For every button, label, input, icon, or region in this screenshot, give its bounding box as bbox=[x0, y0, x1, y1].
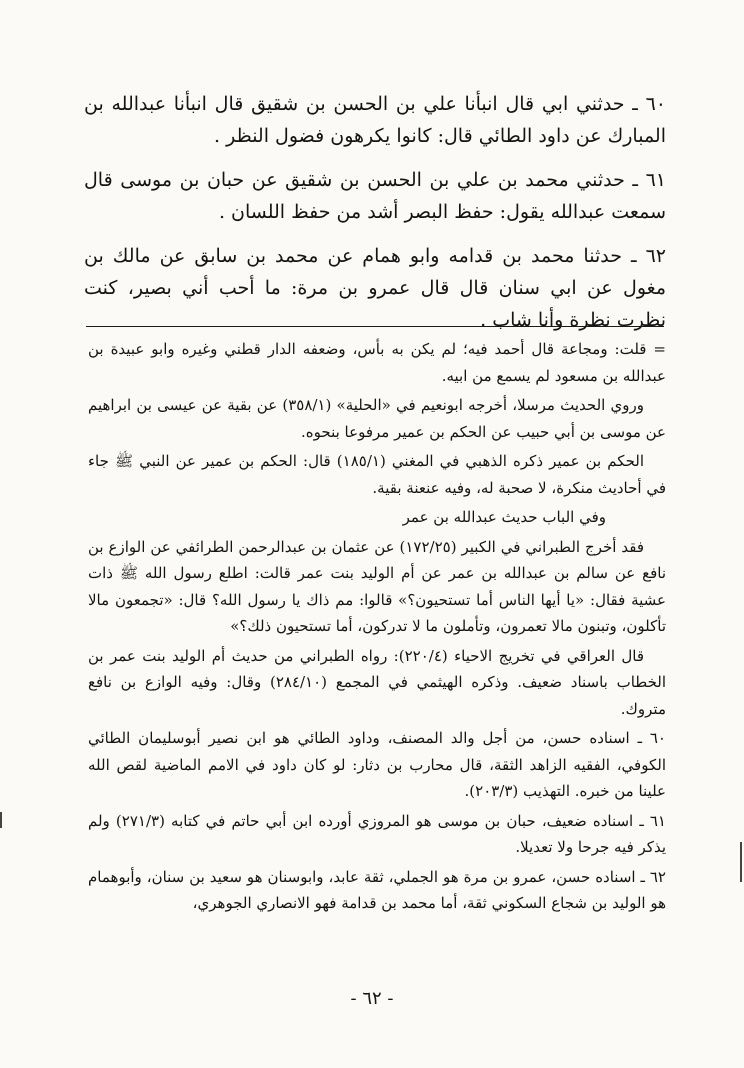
footnote-tabarani: فقد أخرج الطبراني في الكبير (١٧٢/٢٥) عن عثمان بن عبدالرحمن الطرائفي عن الوازع بن نافع عن سالم بن عبدالله بن عمر عن أم الوليد بنت عمر قالت: اطلع رسول الله ﷺ ذات عشية فقال: «يا أيها الناس أما تستحيون؟» قالوا: مم ذاك يا رسول الله؟ قال: «تجمعون مالا تأكلون، وتبنون مالا تعمرون، وتأملون ما لا تدركون، أما تستحيون ذلك؟» bbox=[88, 537, 666, 635]
footnote-mursal: وروي الحديث مرسلا، أخرجه ابونعيم في «الحلية» (٣٥٨/١) عن بقية عن عيسى بن ابراهيم عن موسى بن أبي حبيب عن الحكم بن عمير مرفوعا بنحوه. bbox=[88, 396, 666, 441]
footnote-iraqi: قال العراقي في تخريج الاحياء (٢٢٠/٤): رواه الطبراني من حديث أم الوليد بنت عمر بن الخطاب باسناد ضعيف. وذكره الهيثمي في المجمع (٢٨٤/١٠) وقال: وفيه الوازع بن نافع متروك. bbox=[88, 646, 667, 718]
footnote-bab-heading: وفي الباب حديث عبدالله بن عمر bbox=[402, 508, 606, 526]
main-text bbox=[84, 88, 666, 348]
footnote-61: ٦١ ـ اسناده ضعيف، حبان بن موسى هو المروزي أورده ابن أبي حاتم في كتابه (٢٧١/٣) ولم يذكر فيه جرحا ولا تعديلا. bbox=[88, 811, 666, 856]
footnote-62: ٦٢ ـ اسناده حسن، عمرو بن مرة هو الجملي، ثقة عابد، وابوسنان هو سعيد بن سنان، وأبوهمام هو الوليد بن شجاع السكوني ثقة، أما محمد بن قدامة فهو الانصاري الجوهري، bbox=[88, 867, 666, 912]
margin-scan-mark bbox=[0, 812, 2, 828]
page-number: - ٦٢ - bbox=[350, 988, 394, 1009]
footnotes bbox=[88, 336, 666, 920]
footnote-60: ٦٠ ـ اسناده حسن، من أجل والد المصنف، وداود الطائي هو ابن نصير أبوسليمان الطائي الكوفي، الفقيه الزاهد الثقة، قال محارب بن دثار: لو كان داود في الامم الماضية لقص الله علينا من خبره. التهذيب (٢٠٣/٣). bbox=[88, 729, 666, 800]
hadith-60: ٦٠ ـ حدثني ابي قال انبأنا علي بن الحسن بن شقيق قال انبأنا عبدالله بن المبارك عن داود الطائي قال: كانوا يكرهون فضول النظر . bbox=[84, 93, 666, 147]
hadith-62: ٦٢ ـ حدثنا محمد بن قدامه وابو همام عن محمد بن سابق عن مالك بن مغول عن ابي سنان قال قال عمرو بن مرة: ما أحب أني بصير، كنت نظرت نظرة وأنا شاب . bbox=[84, 245, 666, 331]
footnote-continuation: = قلت: ومجاعة قال أحمد فيه؛ لم يكن به بأس، وضعفه الدار قطني وغيره وابو عبيدة بن عبدالله بن مسعود لم يسمع من ابيه. bbox=[88, 340, 666, 385]
footnote-hakam: الحكم بن عمير ذكره الذهبي في المغني (١٨٥/١) قال: الحكم بن عمير عن النبي ﷺ جاء في أحاديث منكرة، لا صحبة له، وفيه عنعنة بقية. bbox=[88, 452, 666, 497]
margin-scan-mark bbox=[740, 842, 742, 882]
footnote-separator bbox=[86, 326, 664, 327]
hadith-61: ٦١ ـ حدثني محمد بن علي بن الحسن بن شقيق عن حبان بن موسى قال سمعت عبدالله يقول: حفظ البصر أشد من حفظ اللسان . bbox=[84, 169, 666, 223]
